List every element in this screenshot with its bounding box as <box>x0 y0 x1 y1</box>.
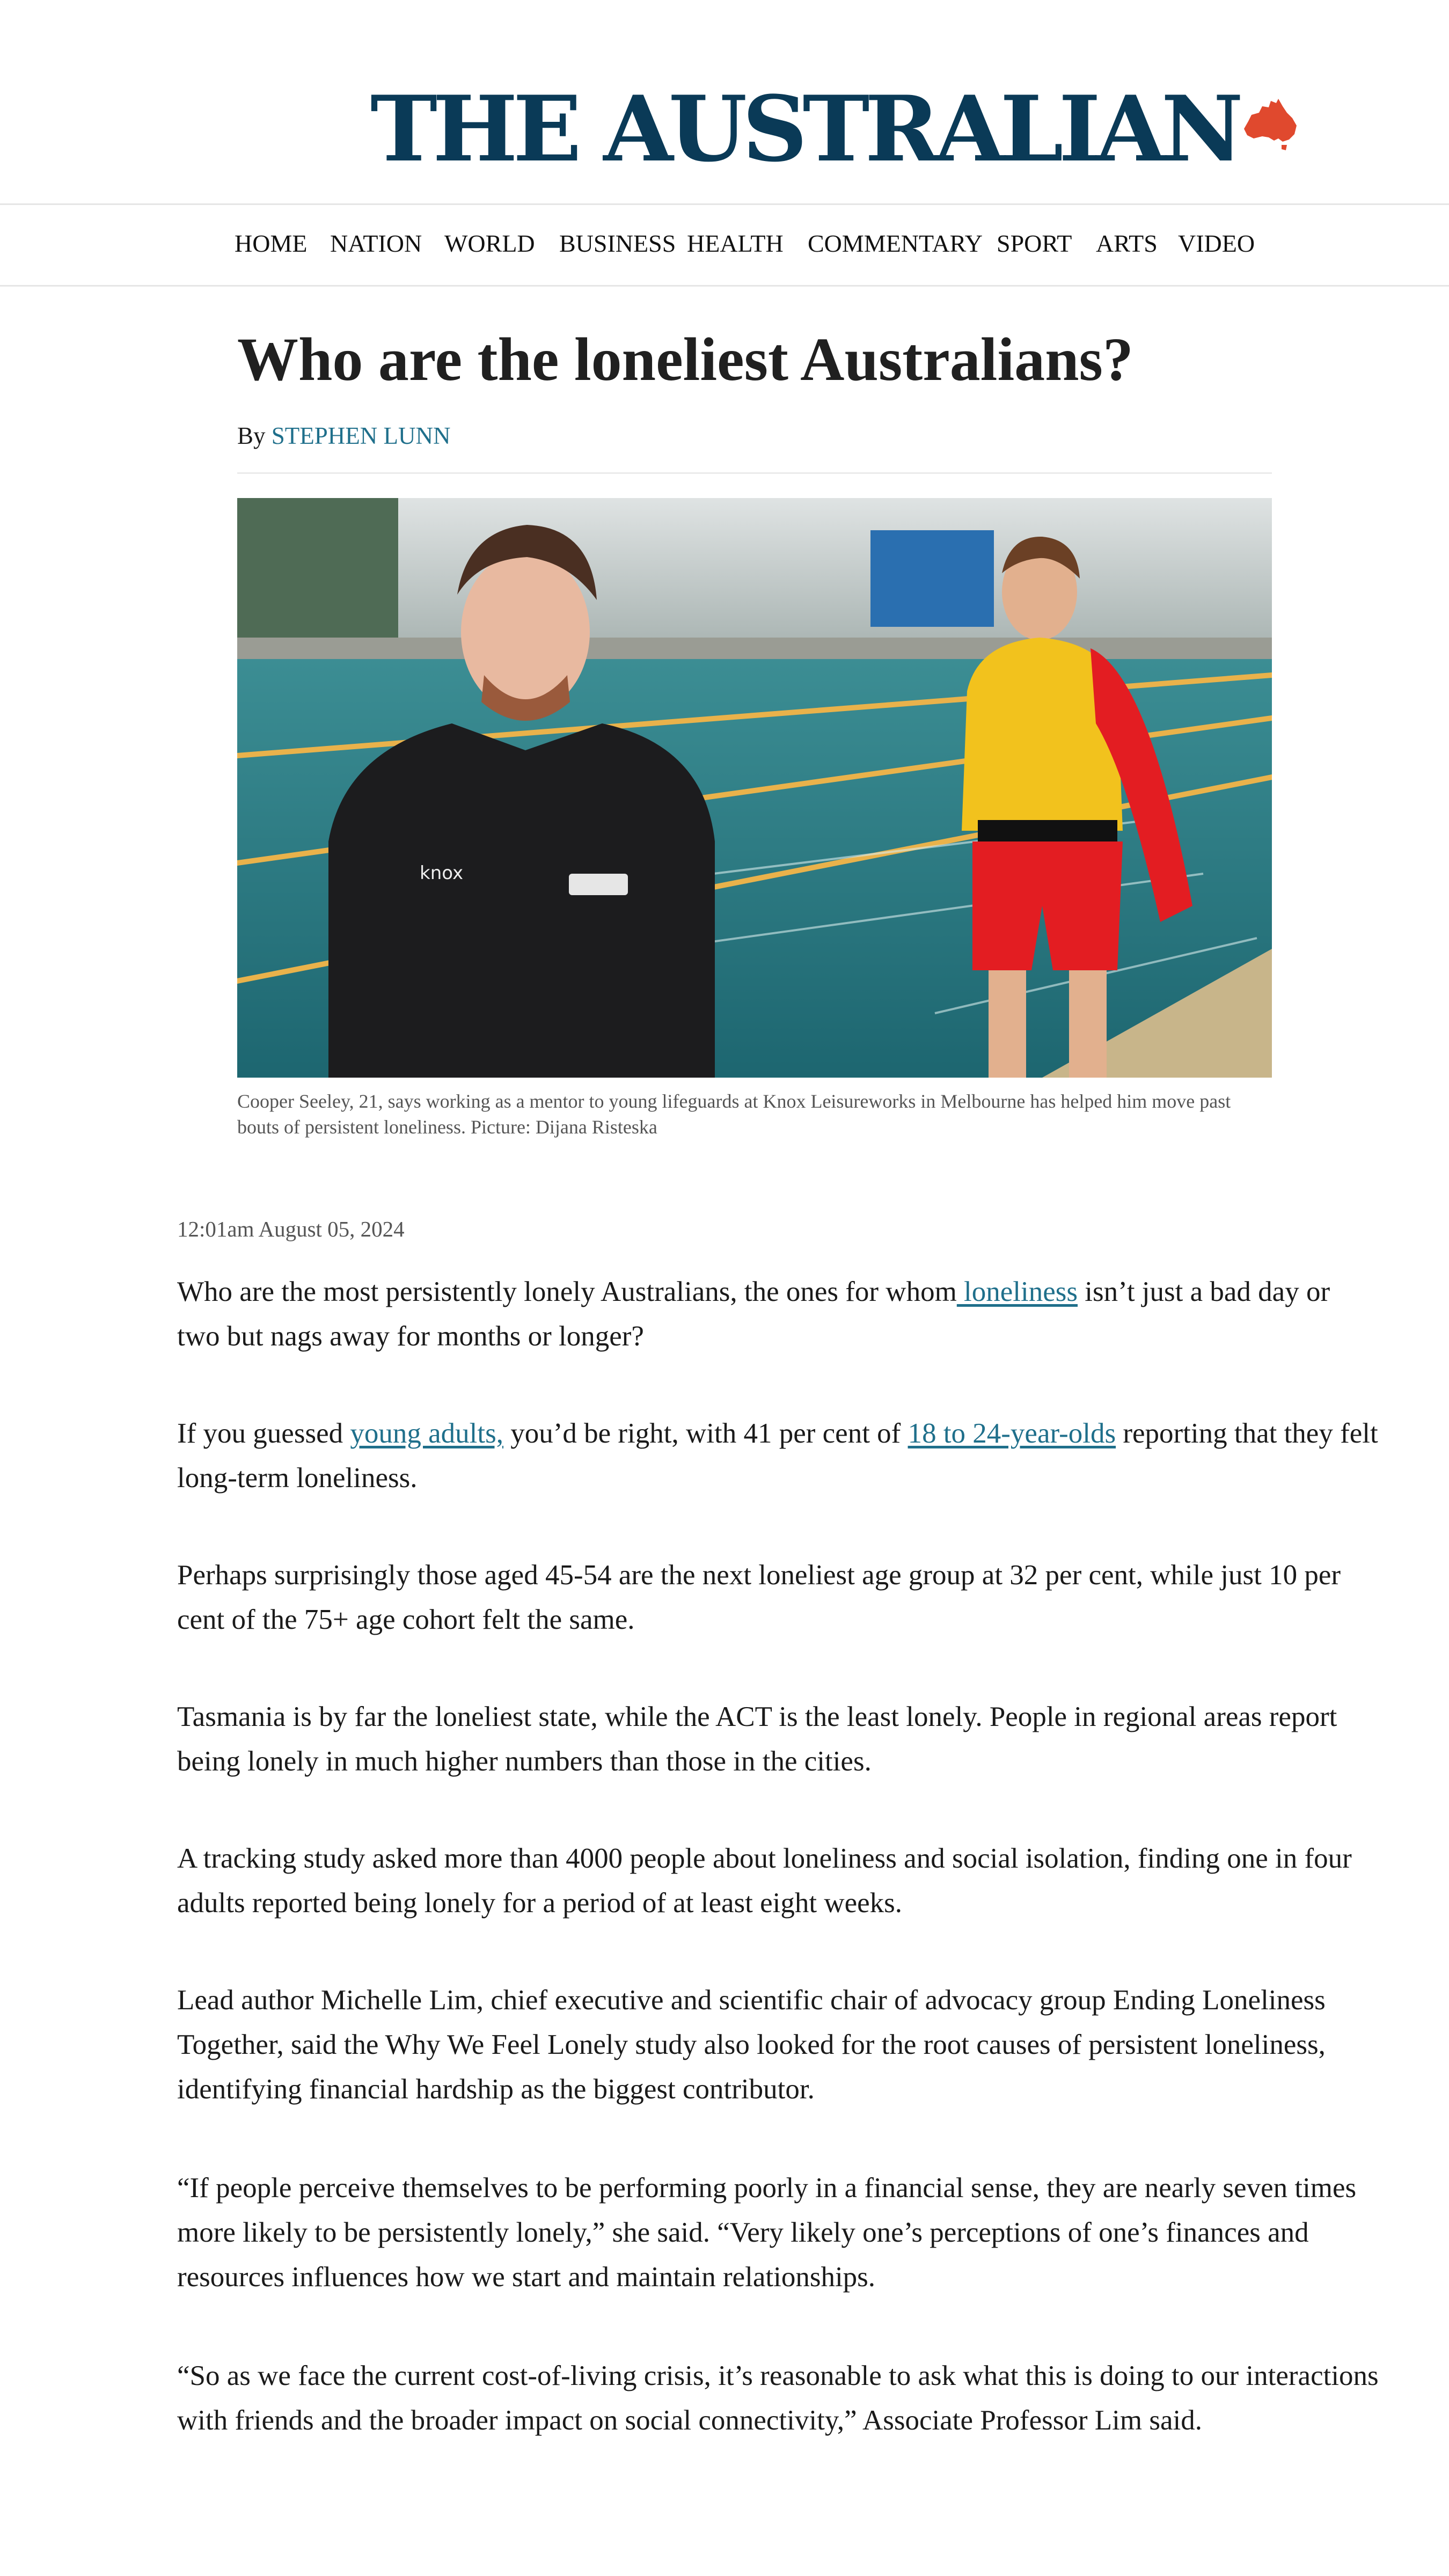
article-headline: Who are the loneliest Australians? <box>237 325 1133 393</box>
nav-arts[interactable]: ARTS <box>1096 230 1158 257</box>
hero-photo-illustration <box>237 498 1272 1078</box>
paragraph-text: isn’t just a bad day or two but nags away for months or longer? <box>177 1276 1330 1352</box>
nav-health[interactable]: HEALTH <box>687 230 784 257</box>
nav-video[interactable]: VIDEO <box>1178 230 1255 257</box>
site-logo[interactable] <box>370 76 1300 182</box>
nav-sport[interactable]: SPORT <box>997 230 1072 257</box>
loneliness-link[interactable]: loneliness <box>956 1276 1078 1307</box>
article-paragraph: A tracking study asked more than 4000 people about loneliness and social isolation, finding one in four adults reported being lonely for a period of at least eight weeks. <box>177 1843 1352 1919</box>
article-paragraph: Lead author Michelle Lim, chief executive and scientific chair of advocacy group Ending Loneliness Together, said the Why We Feel Lonely study also looked for the root causes of persistent loneliness, identifying financial hardship as the biggest contributor. <box>177 1985 1326 2105</box>
article-paragraph: Tasmania is by far the loneliest state, while the ACT is the least lonely. People in regional areas report being lonely in much higher numbers than those in the cities. <box>177 1701 1337 1777</box>
age-group-link[interactable]: 18 to 24-year-olds <box>908 1418 1116 1449</box>
nav-home[interactable]: HOME <box>235 230 308 257</box>
nav-world[interactable]: WORLD <box>444 230 535 257</box>
masthead <box>0 0 1449 205</box>
logo-wordmark: THE AUSTRALIAN <box>370 76 1239 182</box>
header-divider <box>237 472 1272 474</box>
main-nav <box>0 205 1449 287</box>
young-adults-link[interactable]: young adults, <box>350 1418 503 1449</box>
byline <box>237 420 451 452</box>
nav-commentary[interactable]: COMMENTARY <box>808 230 983 257</box>
nav-business[interactable]: BUSINESS <box>559 230 676 257</box>
paragraph-text: reporting that they felt long-term loneliness. <box>177 1418 1378 1494</box>
paragraph-text: If you guessed <box>177 1418 350 1449</box>
article-paragraph: “If people perceive themselves to be performing poorly in a financial sense, they are nearly seven times more likely to be persistently lonely,” she said. “Very likely one’s perceptions of one’s finances and resources influences how we start and maintain relationships. <box>177 2172 1357 2293</box>
paragraph-text: Who are the most persistently lonely Australians, the ones for whom <box>177 1276 957 1307</box>
byline-prefix: By <box>237 422 272 449</box>
svg-text:knox: knox <box>420 862 464 884</box>
paragraph-text: you’d be right, with 41 per cent of <box>503 1418 908 1449</box>
australia-map-icon <box>1241 97 1300 152</box>
article-paragraph <box>177 1270 1379 1359</box>
article-paragraph: Perhaps surprisingly those aged 45-54 are the next loneliest age group at 32 per cent, while just 10 per cent of the 75+ age cohort felt the same. <box>177 1560 1341 1635</box>
author-link[interactable]: STEPHEN LUNN <box>271 422 451 449</box>
image-caption: Cooper Seeley, 21, says working as a mentor to young lifeguards at Knox Leisureworks in Melbourne has helped him move past bouts of persistent loneliness. Picture: Dijana Risteska <box>237 1091 1231 1138</box>
article-paragraph: “So as we face the current cost-of-living crisis, it’s reasonable to ask what this is doing to our interactions with friends and the broader impact on social connectivity,” Associate Professor Lim said. <box>177 2360 1379 2436</box>
publish-timestamp: 12:01am August 05, 2024 <box>177 1217 405 1241</box>
nav-nation[interactable]: NATION <box>330 230 422 257</box>
article-paragraph <box>177 1411 1379 1501</box>
hero-image <box>237 498 1272 1078</box>
